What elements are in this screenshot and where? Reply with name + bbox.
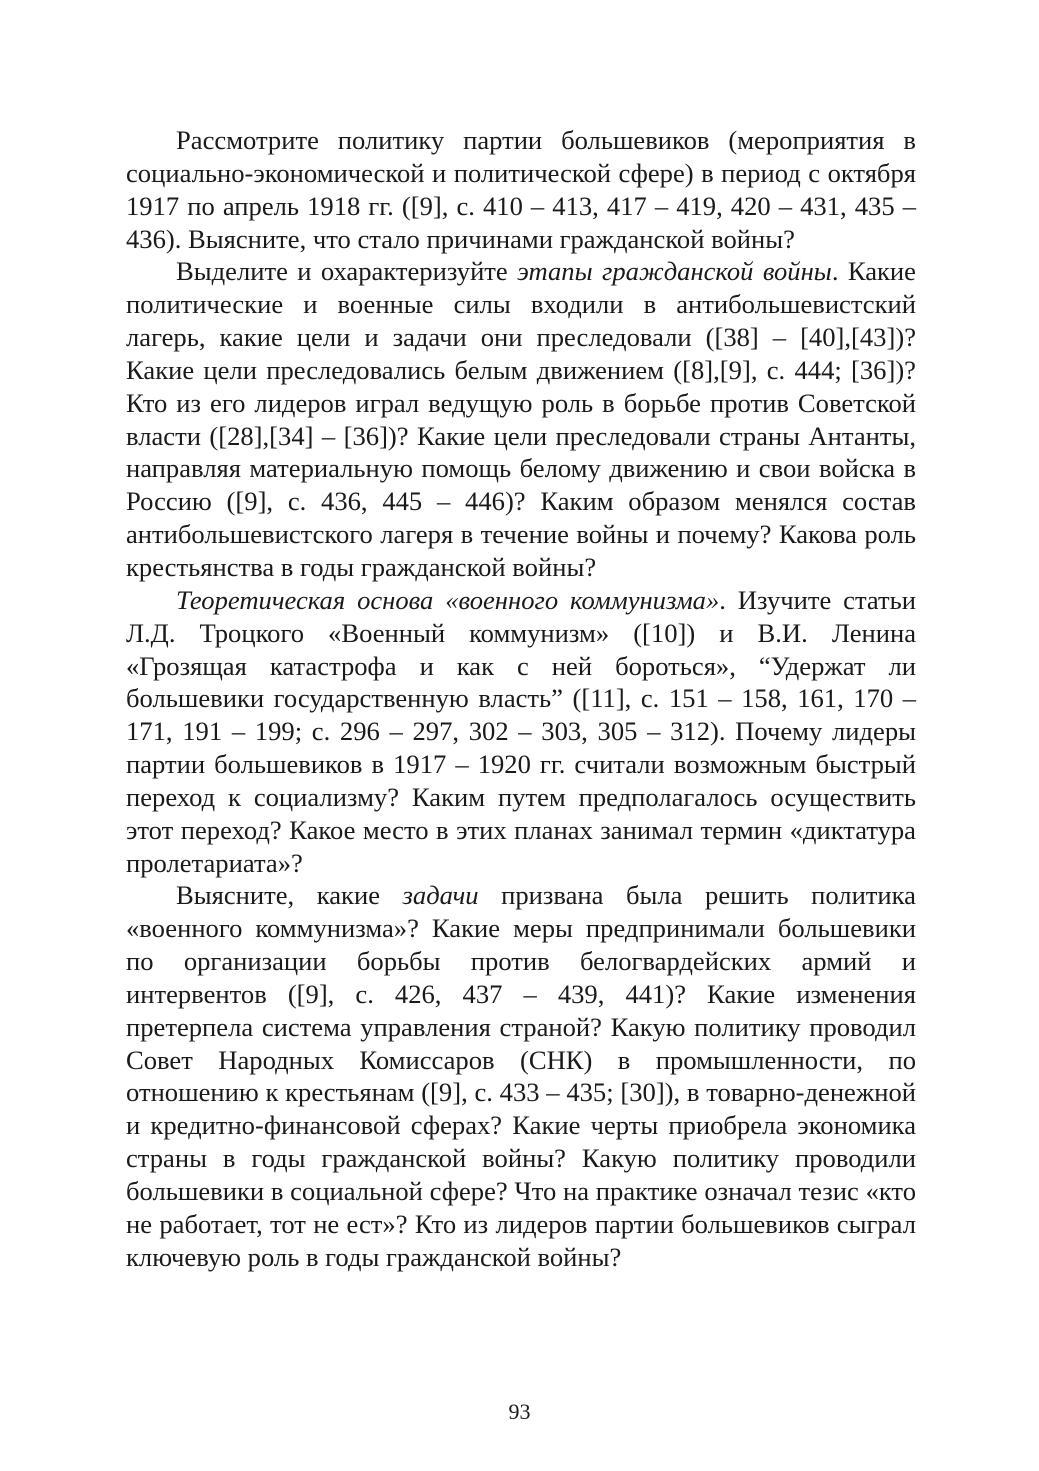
paragraph-2-text-b: . Какие политические и военные силы входили в антибольшевистский лагерь, какие цели и задачи они преследовали ([38] – [40],[43])? Какие цели преследовались белым движением ([8],[9], с. 444; [36])? Кто из его лидеров играл ведущую роль в борьбе против Советской власти ([28],[34] – [36])? Какие цели преследовали страны Антанты, направляя материальную помощь белому движению и свои войска в Россию ([9], с. 436, 445 – 446)? Каким образом менялся состав антибольшевистского лагеря в течение войны и почему? Какова роль крестьянства в годы гражданской войны?: [126, 256, 916, 582]
paragraph-1-text: Рассмотрите политику партии большевиков (мероприятия в социально-экономической и политической сфере) в период с октября 1917 по апрель 1918 гг. ([9], с. 410 – 413, 417 – 419, 420 – 431, 435 – 436). Выясните, что стало причинами гражданской войны?: [126, 125, 916, 254]
body-text: [126, 124, 916, 1274]
paragraph-3-text: . Изучите статьи Л.Д. Троцкого «Военный коммунизм» ([10]) и В.И. Ленина «Грозящая катастрофа и как с ней бороться», “Удержат ли большевики государственную власть” ([11], с. 151 – 158, 161, 170 – 171, 191 – 199; с. 296 – 297, 302 – 303, 305 – 312). Почему лидеры партии большевиков в 1917 – 1920 гг. считали возможным быстрый переход к социализму? Каким путем предполагалось осуществить этот переход? Какое место в этих планах занимал термин «диктатура пролетариата»?: [126, 584, 916, 878]
paragraph-1: [126, 124, 916, 255]
paragraph-3: [126, 584, 916, 880]
paragraph-4-text-b: призвана была решить политика «военного коммунизма»? Какие меры предпринимали большевики по организации борьбы против белогвардейских армий и интервентов ([9], с. 426, 437 – 439, 441)? Какие изменения претерпела система управления страной? Какую политику проводил Совет Народных Комиссаров (СНК) в промышленности, по отношению к крестьянам ([9], с. 433 – 435; [30]), в товарно-денежной и кредитно-финансовой сферах? Какие черты приобрела экономика страны в годы гражданской войны? Какую политику проводили большевики в социальной сфере? Что на практике означал тезис «кто не работает, тот не ест»? Кто из лидеров партии большевиков сыграл ключевую роль в годы гражданской войны?: [126, 880, 916, 1272]
paragraph-2-text-a: Выделите и охарактеризуйте: [176, 256, 518, 287]
paragraph-4: [126, 879, 916, 1273]
paragraph-2-emphasis: этапы гражданской войны: [517, 256, 832, 287]
paragraph-2: [126, 255, 916, 583]
paragraph-3-emphasis: Теоретическая основа «военного коммунизма»: [176, 584, 720, 615]
page-number: 93: [508, 1399, 531, 1424]
paragraph-4-text-a: Выясните, какие: [176, 880, 403, 911]
paragraph-4-emphasis: задачи: [402, 880, 479, 911]
